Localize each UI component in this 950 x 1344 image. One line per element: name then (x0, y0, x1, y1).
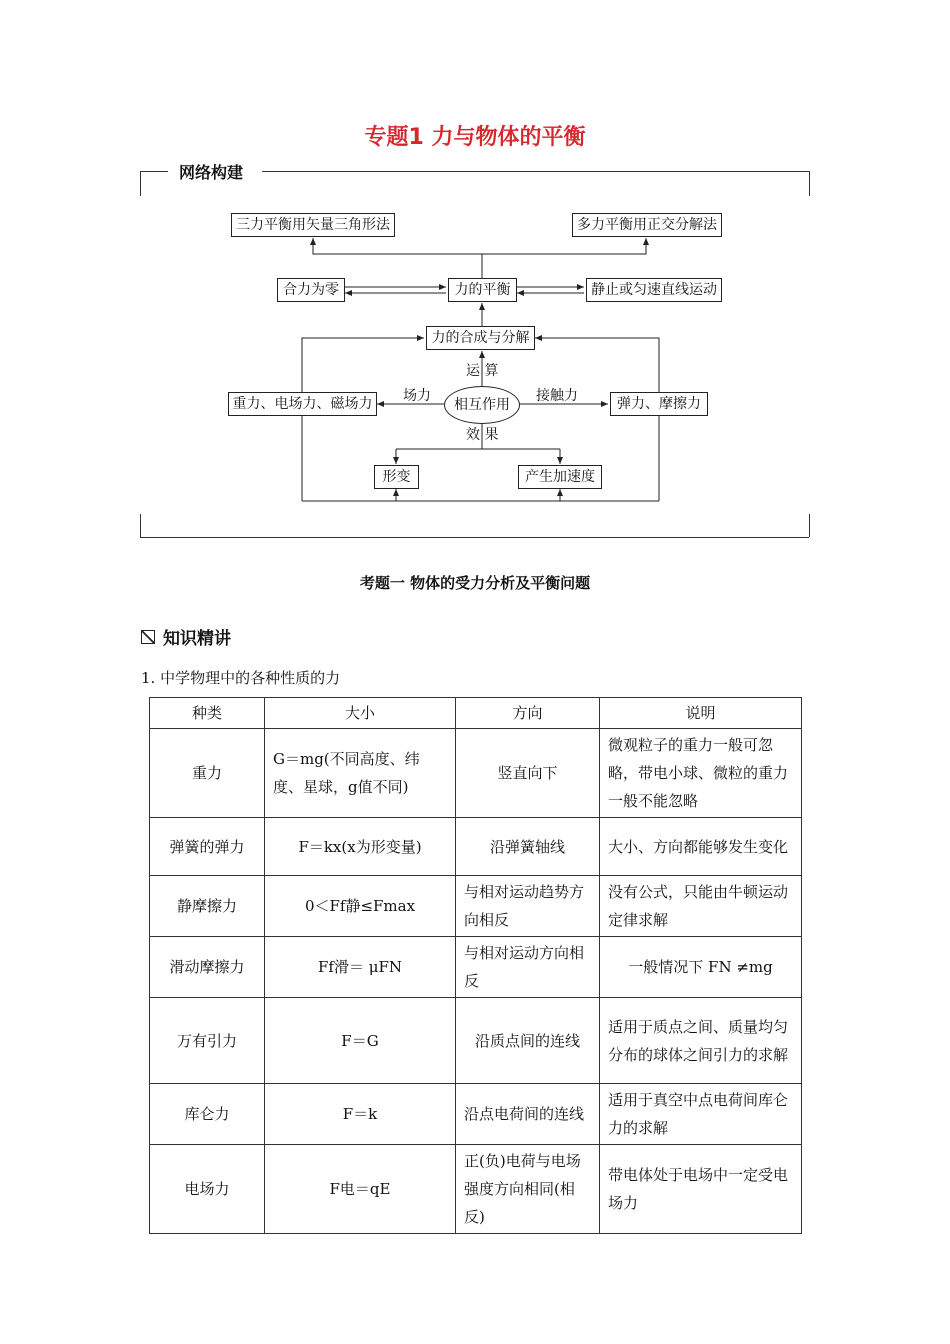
cell-kind: 滑动摩擦力 (150, 937, 265, 998)
box-net-zero: 合力为零 (277, 278, 345, 302)
cell-direction: 沿弹簧轴线 (456, 818, 600, 876)
box-equilibrium: 力的平衡 (448, 278, 517, 302)
cell-note: 适用于真空中点电荷间库仑力的求解 (600, 1084, 802, 1145)
label-effect: 效 果 (466, 427, 499, 443)
box-compose: 力的合成与分解 (426, 326, 535, 350)
cell-kind: 重力 (150, 729, 265, 818)
cell-note: 大小、方向都能够发生变化 (600, 818, 802, 876)
table-row (150, 937, 802, 998)
header-direction: 方向 (456, 698, 600, 729)
cell-direction: 沿点电荷间的连线 (456, 1084, 600, 1145)
arrow-box-icon (141, 630, 155, 644)
cell-note: 适用于质点之间、质量均匀分布的球体之间引力的求解 (600, 998, 802, 1084)
cell-kind: 库仑力 (150, 1084, 265, 1145)
label-field: 场力 (403, 388, 431, 404)
header-kind: 种类 (150, 698, 265, 729)
box-vector-triangle: 三力平衡用矢量三角形法 (231, 213, 395, 237)
cell-size: F＝G (265, 998, 456, 1084)
cell-kind: 静摩擦力 (150, 876, 265, 937)
forces-table (149, 697, 802, 1234)
header-note: 说明 (600, 698, 802, 729)
table-row (150, 1145, 802, 1234)
header-size: 大小 (265, 698, 456, 729)
cell-direction: 正(负)电荷与电场强度方向相同(相反) (456, 1145, 600, 1234)
label-contact: 接触力 (536, 388, 578, 404)
cell-note: 一般情况下 FN ≠mg (600, 937, 802, 998)
section-heading (141, 624, 231, 649)
network-label: 网络构建 (179, 163, 244, 182)
cell-direction: 与相对运动方向相反 (456, 937, 600, 998)
cell-note: 带电体处于电场中一定受电场力 (600, 1145, 802, 1234)
cell-size: F＝k (265, 1084, 456, 1145)
table-row (150, 729, 802, 818)
cell-direction: 沿质点间的连线 (456, 998, 600, 1084)
table-header-row (150, 698, 802, 729)
box-contact-forces: 弹力、摩擦力 (610, 392, 708, 416)
box-deformation: 形变 (374, 465, 419, 489)
ellipse-interaction: 相互作用 (444, 386, 520, 424)
topic-subtitle: 考题一 物体的受力分析及平衡问题 (359, 574, 591, 592)
cell-kind: 弹簧的弹力 (150, 818, 265, 876)
cell-size: F电＝qE (265, 1145, 456, 1234)
cell-note: 微观粒子的重力一般可忽略，带电小球、微粒的重力一般不能忽略 (600, 729, 802, 818)
table-row (150, 1084, 802, 1145)
item-title: 1. 中学物理中的各种性质的力 (141, 669, 341, 687)
table-row (150, 818, 802, 876)
box-acceleration: 产生加速度 (518, 465, 602, 489)
table-row (150, 876, 802, 937)
cell-size: Ff滑＝ μFN (265, 937, 456, 998)
table-row (150, 998, 802, 1084)
cell-size: 0＜Ff静≤Fmax (265, 876, 456, 937)
box-rest-motion: 静止或匀速直线运动 (586, 278, 722, 302)
box-field-forces: 重力、电场力、磁场力 (228, 392, 377, 416)
cell-size: G＝mg(不同高度、纬度、星球，g值不同) (265, 729, 456, 818)
box-orthogonal: 多力平衡用正交分解法 (572, 213, 722, 237)
cell-direction: 竖直向下 (456, 729, 600, 818)
page-title: 专题1 力与物体的平衡 (364, 125, 586, 150)
cell-kind: 万有引力 (150, 998, 265, 1084)
label-operation: 运 算 (466, 363, 499, 379)
section-label: 知识精讲 (163, 629, 231, 649)
cell-direction: 与相对运动趋势方向相反 (456, 876, 600, 937)
cell-size: F＝kx(x为形变量) (265, 818, 456, 876)
cell-kind: 电场力 (150, 1145, 265, 1234)
cell-note: 没有公式，只能由牛顿运动定律求解 (600, 876, 802, 937)
